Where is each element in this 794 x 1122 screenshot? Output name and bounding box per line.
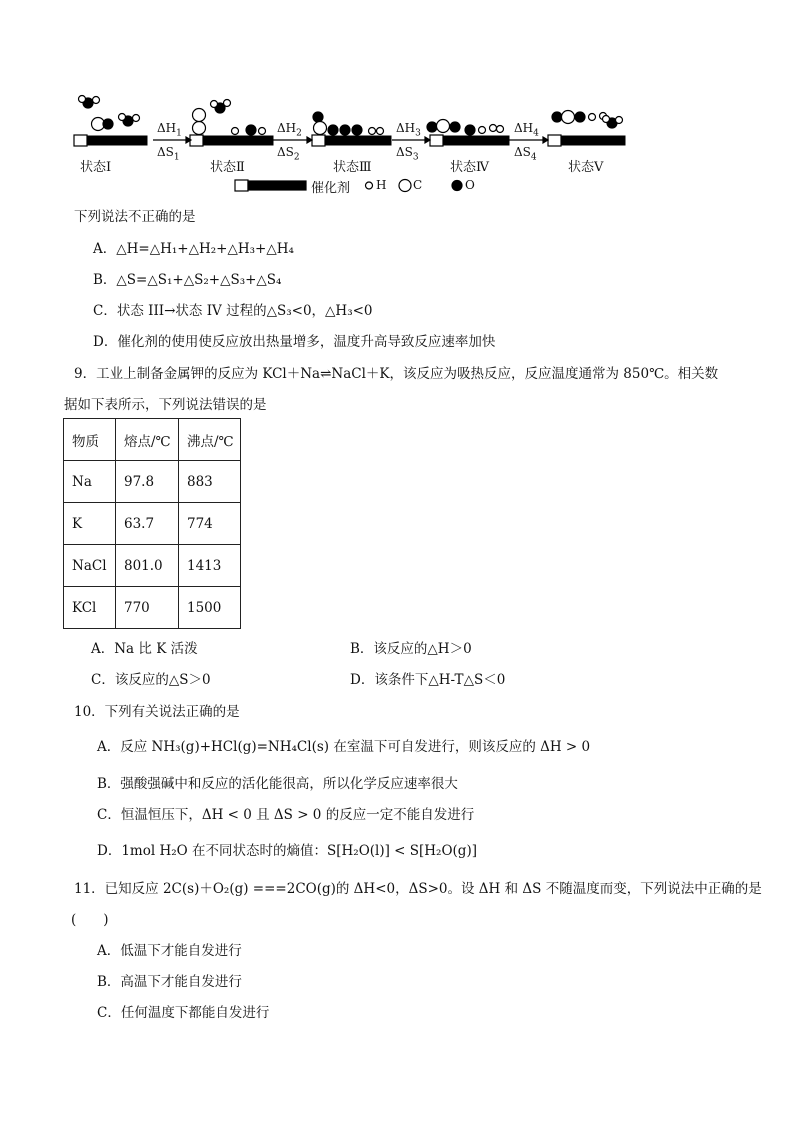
q9-data-table [63,418,241,629]
q9-option-a: A．Na 比 K 活泼 [91,641,198,657]
table-row [64,503,241,545]
table-header-cell: 物质 [64,419,116,461]
q8-option-d: D．催化剂的使用使反应放出热量增多，温度升高导致反应速率加快 [93,334,496,350]
q11-option-c: C．任何温度下都能自发进行 [97,1005,270,1021]
q10-stem: 10．下列有关说法正确的是 [74,704,240,720]
table-cell: 1413 [179,545,241,587]
table-cell: Na [64,461,116,503]
legend-h-label: H [376,178,387,192]
table-cell: KCl [64,587,116,629]
table-row [64,545,241,587]
arrow-1-bottom-label: $\Delta S_1$ [157,145,180,163]
table-cell: NaCl [64,545,116,587]
table-cell: 883 [179,461,241,503]
arrow-1-top-label: $\Delta H_1$ [157,121,182,139]
q9-option-d: D．该条件下△H-T△S＜0 [350,672,506,688]
state-5-label: 状态Ⅴ [568,160,604,175]
state-3-label: 状态Ⅲ [333,160,372,175]
q9-stem-line2: 据如下表所示，下列说法错误的是 [64,397,267,413]
table-header-row [64,419,241,461]
table-cell: 63.7 [116,503,179,545]
q9-option-c: C．该反应的△S＞0 [91,672,211,688]
q11-option-b: B．高温下才能自发进行 [97,974,242,990]
table-row [64,461,241,503]
table-header-cell: 沸点/℃ [179,419,241,461]
q11-stem-line1: 11．已知反应 2C(s)＋O₂(g) ===2CO(g)的 ΔH<0，ΔS>0。设 ΔH 和 ΔS 不随温度而变，下列说法中正确的是 [74,881,762,897]
arrow-2-bottom-label: $\Delta S_2$ [277,145,300,163]
q11-answer-paren: ( ) [71,912,109,928]
table-cell: 1500 [179,587,241,629]
table-cell: 97.8 [116,461,179,503]
q10-option-c: C．恒温恒压下，ΔH < 0 且 ΔS > 0 的反应一定不能自发进行 [97,807,475,823]
legend-c-label: C [413,178,423,192]
arrow-3-top-label: $\Delta H_3$ [396,121,421,139]
state-2-label: 状态Ⅱ [210,160,245,175]
table-header-cell: 熔点/℃ [116,419,179,461]
q8-stem: 下列说法不正确的是 [74,209,196,225]
reaction-scheme-figure [0,0,794,200]
state-4-label: 状态Ⅳ [450,160,489,175]
legend-o-label: O [465,178,475,192]
state-1-label: 状态Ⅰ [80,160,112,175]
q10-option-b: B．强酸强碱中和反应的活化能很高，所以化学反应速率很大 [97,776,458,792]
arrow-3-bottom-label: $\Delta S_3$ [396,145,419,163]
q8-option-a: A．△H=△H₁+△H₂+△H₃+△H₄ [93,241,294,257]
arrow-2-top-label: $\Delta H_2$ [277,121,302,139]
q9-stem-line1: 9．工业上制备金属钾的反应为 KCl＋Na⇌NaCl＋K，该反应为吸热反应，反应温度通常为 850℃。相关数 [74,366,719,382]
table-cell: 774 [179,503,241,545]
q9-option-b: B．该反应的△H＞0 [350,641,472,657]
table-cell: 801.0 [116,545,179,587]
q11-option-a: A．低温下才能自发进行 [97,943,242,959]
q10-option-a: A．反应 NH₃(g)+HCl(g)=NH₄Cl(s) 在室温下可自发进行，则该反应的 ΔH > 0 [97,739,591,755]
table-row [64,587,241,629]
legend-catalyst-label: 催化剂 [311,181,351,196]
table-cell: K [64,503,116,545]
table-cell: 770 [116,587,179,629]
q8-option-c: C．状态 III→状态 IV 过程的△S₃<0，△H₃<0 [93,303,373,319]
q8-option-b: B．△S=△S₁+△S₂+△S₃+△S₄ [93,272,282,288]
q10-option-d: D．1mol H₂O 在不同状态时的熵值：S[H₂O(l)] < S[H₂O(g)] [97,843,477,859]
arrow-4-top-label: $\Delta H_4$ [514,121,539,139]
arrow-4-bottom-label: $\Delta S_4$ [514,145,537,163]
